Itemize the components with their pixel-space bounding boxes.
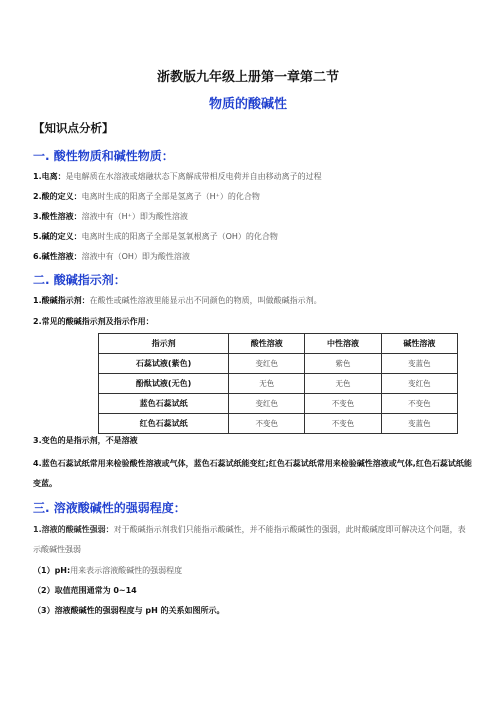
s1-item-1-text: 是电解质在水溶液或熔融状态下离解成带相反电荷并自由移动离子的过程 — [65, 172, 322, 181]
s2-item-1-term: 1.酸碱指示剂： — [33, 296, 90, 305]
s3-item-1-text: 对于酸碱指示剂我们只能指示酸碱性，并不能指示酸碱性的强弱，此时酸碱度即可解决这个问题，表示酸碱性强弱 — [33, 525, 466, 554]
s3-sub-1 — [33, 565, 182, 576]
section-1-heading: 一. 酸性物质和碱性物质： — [33, 149, 174, 163]
s1-item-4 — [33, 231, 278, 242]
s3-sub-3 — [33, 605, 225, 616]
document-title: 浙教版九年级上册第一章第二节 — [156, 70, 339, 85]
s1-item-5 — [33, 251, 190, 262]
s1-item-1 — [33, 171, 322, 182]
table-cell: 红色石蕊试纸 — [99, 414, 229, 434]
s2-item-1 — [33, 295, 322, 306]
table-cell: 紫色 — [305, 354, 381, 374]
s1-item-2-term: 2.酸的定义： — [33, 192, 82, 201]
table-row — [99, 394, 458, 414]
document-subtitle: 物质的酸碱性 — [208, 97, 287, 112]
s1-item-5-term: 6.碱性溶液： — [33, 252, 82, 261]
s3-sub-2-text: （2）取值范围通常为 0~14 — [33, 586, 137, 595]
indicator-table — [98, 333, 458, 434]
table-cell: 不变色 — [305, 394, 381, 414]
s1-item-3-term: 3.酸性溶液： — [33, 212, 82, 221]
table-cell: 变红色 — [381, 374, 457, 394]
table-header-cell: 中性溶液 — [305, 334, 381, 354]
s3-sub-1-term: （1）pH: — [33, 566, 71, 575]
table-header-cell: 指示剂 — [99, 334, 229, 354]
table-row — [99, 374, 458, 394]
s1-item-3 — [33, 211, 188, 222]
table-cell: 无色 — [305, 374, 381, 394]
s1-item-2 — [33, 191, 260, 202]
table-cell: 不变色 — [305, 414, 381, 434]
table-cell: 蓝色石蕊试纸 — [99, 394, 229, 414]
s3-item-1-term: 1.溶液的酸碱性强弱： — [33, 525, 114, 534]
s1-item-2-text: 电离时生成的阳离子全部是氢离子（H⁺）的化合物 — [81, 192, 260, 201]
s1-item-1-term: 1.电离： — [33, 172, 66, 181]
table-cell: 变红色 — [229, 354, 305, 374]
table-header-cell: 酸性溶液 — [229, 334, 305, 354]
s2-item-3-text: 3.变色的是指示剂，不是溶液 — [33, 436, 138, 445]
table-cell: 无色 — [229, 374, 305, 394]
s3-sub-1-text: 用来表示溶液酸碱性的强弱程度 — [70, 566, 183, 575]
table-cell: 不变色 — [229, 414, 305, 434]
section-label: 【知识点分析】 — [33, 121, 114, 135]
s1-item-4-text: 电离时生成的阳离子全部是氢氧根离子（OH）的化合物 — [81, 232, 278, 241]
s2-item-2-text: 2.常见的酸碱指示剂及指示作用： — [33, 317, 154, 326]
table-header-row — [99, 334, 458, 354]
s3-sub-2 — [33, 585, 137, 596]
table-cell: 不变色 — [381, 394, 457, 414]
section-2-heading: 二. 酸碱指示剂： — [33, 273, 126, 287]
s1-item-3-text: 溶液中有（H⁺）即为酸性溶液 — [81, 212, 188, 221]
s3-sub-3-text: （3）溶液酸碱性的强弱程度与 pH 的关系如图所示。 — [33, 606, 225, 615]
table-row — [99, 414, 458, 434]
s1-item-5-text: 溶液中有（OH）即为酸性溶液 — [81, 252, 190, 261]
table-cell: 石蕊试液(紫色) — [99, 354, 229, 374]
section-3-heading: 三. 溶液酸碱性的强弱程度： — [33, 501, 186, 515]
table-cell: 变蓝色 — [381, 354, 457, 374]
s1-item-4-term: 5.碱的定义： — [33, 232, 82, 241]
s2-item-3 — [33, 435, 138, 446]
table-cell: 酚酞试液(无色) — [99, 374, 229, 394]
s2-item-1-text: 在酸性或碱性溶液里能显示出不同颜色的物质，叫做酸碱指示剂。 — [89, 296, 322, 305]
table-header-cell: 碱性溶液 — [381, 334, 457, 354]
s2-item-4: 4.蓝色石蕊试纸常用来检验酸性溶液或气体，蓝色石蕊试纸能变红;红色石蕊试纸常用来检验碱性溶液或气体,红色石蕊试纸能变蓝。 — [33, 459, 472, 488]
s3-item-1 — [33, 520, 473, 560]
table-cell: 变红色 — [229, 394, 305, 414]
table-row — [99, 354, 458, 374]
table-cell: 变蓝色 — [381, 414, 457, 434]
s2-item-2 — [33, 316, 154, 327]
